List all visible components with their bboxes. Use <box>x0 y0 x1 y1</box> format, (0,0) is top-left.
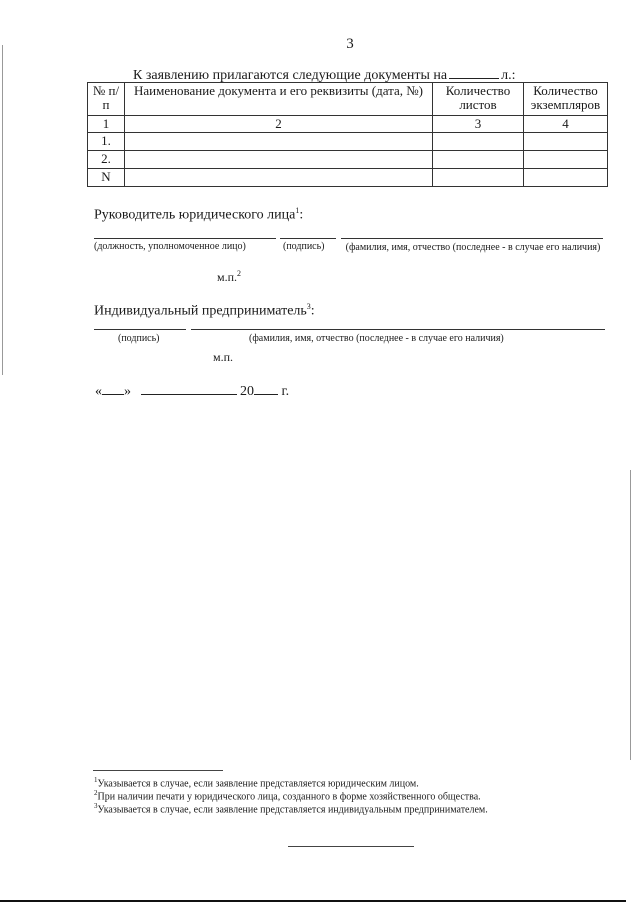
header-sheet-count: Количество листов <box>433 83 524 116</box>
copy-count-cell <box>524 169 608 187</box>
year-blank <box>254 382 278 395</box>
table-row <box>88 151 608 169</box>
open-quote: « <box>95 384 102 399</box>
footnote-3 <box>94 802 488 815</box>
legal-entity-title: Руководитель юридического лица$^1$: <box>94 206 304 223</box>
entrepreneur-title: Индивидуальный предприниматель$^3$: <box>94 302 315 319</box>
row-number-cell: 2. <box>88 151 125 169</box>
date-line <box>95 382 289 400</box>
footnote-text: Указывается в случае, если заявление представляется юридическим лицом. <box>97 778 419 790</box>
page-bottom-edge <box>0 900 626 902</box>
attachments-intro-text: К заявлению прилагаются следующие документы на <box>133 68 448 83</box>
stamp-text: м.п. <box>217 270 238 284</box>
document-name-cell <box>125 151 433 169</box>
month-blank <box>141 382 237 395</box>
document-name-cell <box>125 169 433 187</box>
footnote-text: При наличии печати у юридического лица, созданного в форме хозяйственного общества. <box>97 791 481 803</box>
table-index-row <box>88 116 608 133</box>
scan-mark <box>2 45 3 375</box>
footnote-ref: 2 <box>237 269 242 278</box>
attachments-intro-suffix: л.: <box>501 68 516 83</box>
stamp-placeholder <box>217 269 241 285</box>
table-row <box>88 133 608 151</box>
footnote-1 <box>94 776 419 789</box>
copy-count-cell <box>524 133 608 151</box>
signature-line <box>94 329 186 330</box>
page-number: 3 <box>346 36 354 52</box>
day-blank <box>102 382 124 395</box>
entrepreneur-title-text: Индивидуальный предприниматель <box>94 303 307 319</box>
footnote-2 <box>94 789 481 802</box>
full-name-caption: (фамилия, имя, отчество (последнее - в случае его наличия) <box>345 242 601 253</box>
document-name-cell <box>125 133 433 151</box>
stamp-placeholder: м.п. <box>213 350 234 364</box>
index-cell: 4 <box>524 116 608 133</box>
position-caption: (должность, уполномоченное лицо) <box>94 241 246 252</box>
position-signature-line <box>94 238 276 239</box>
close-quote: » <box>124 384 131 399</box>
legal-entity-title-text: Руководитель юридического лица <box>94 207 296 223</box>
index-cell: 1 <box>88 116 125 133</box>
copy-count-cell <box>524 151 608 169</box>
table-row <box>88 169 608 187</box>
footnote-ref: 1 <box>295 206 300 215</box>
footnote-mark: 1 <box>94 776 98 784</box>
footnote-mark: 2 <box>94 789 98 797</box>
year-suffix: г. <box>281 384 290 399</box>
footnote-separator <box>93 770 223 771</box>
documents-table <box>87 82 608 187</box>
signature-caption: (подпись) <box>118 333 160 344</box>
row-number-cell: 1. <box>88 133 125 151</box>
scan-mark <box>630 470 631 760</box>
row-number-cell: N <box>88 169 125 187</box>
full-name-caption: (фамилия, имя, отчество (последнее - в случае его наличия) <box>249 333 504 344</box>
index-cell: 2 <box>125 116 433 133</box>
signature-caption: (подпись) <box>283 241 325 252</box>
full-name-line <box>341 238 603 239</box>
sheet-count-cell <box>433 151 524 169</box>
header-copy-count: Количество экземпляров <box>524 83 608 116</box>
index-cell: 3 <box>433 116 524 133</box>
sheet-count-cell <box>433 133 524 151</box>
sheet-count-cell <box>433 169 524 187</box>
sheet-count-blank <box>449 66 499 79</box>
header-document-name: Наименование документа и его реквизиты (дата, №) <box>125 83 433 116</box>
footnote-ref: 3 <box>306 302 311 311</box>
footnote-mark: 3 <box>94 802 98 810</box>
end-rule <box>288 846 414 847</box>
footnote-text: Указывается в случае, если заявление представляется индивидуальным предпринимателем. <box>97 804 488 816</box>
signature-line <box>280 238 336 239</box>
table-header-row <box>88 83 608 116</box>
header-number: № п/п <box>88 83 125 116</box>
full-name-line <box>191 329 605 330</box>
year-prefix: 20 <box>240 384 254 399</box>
